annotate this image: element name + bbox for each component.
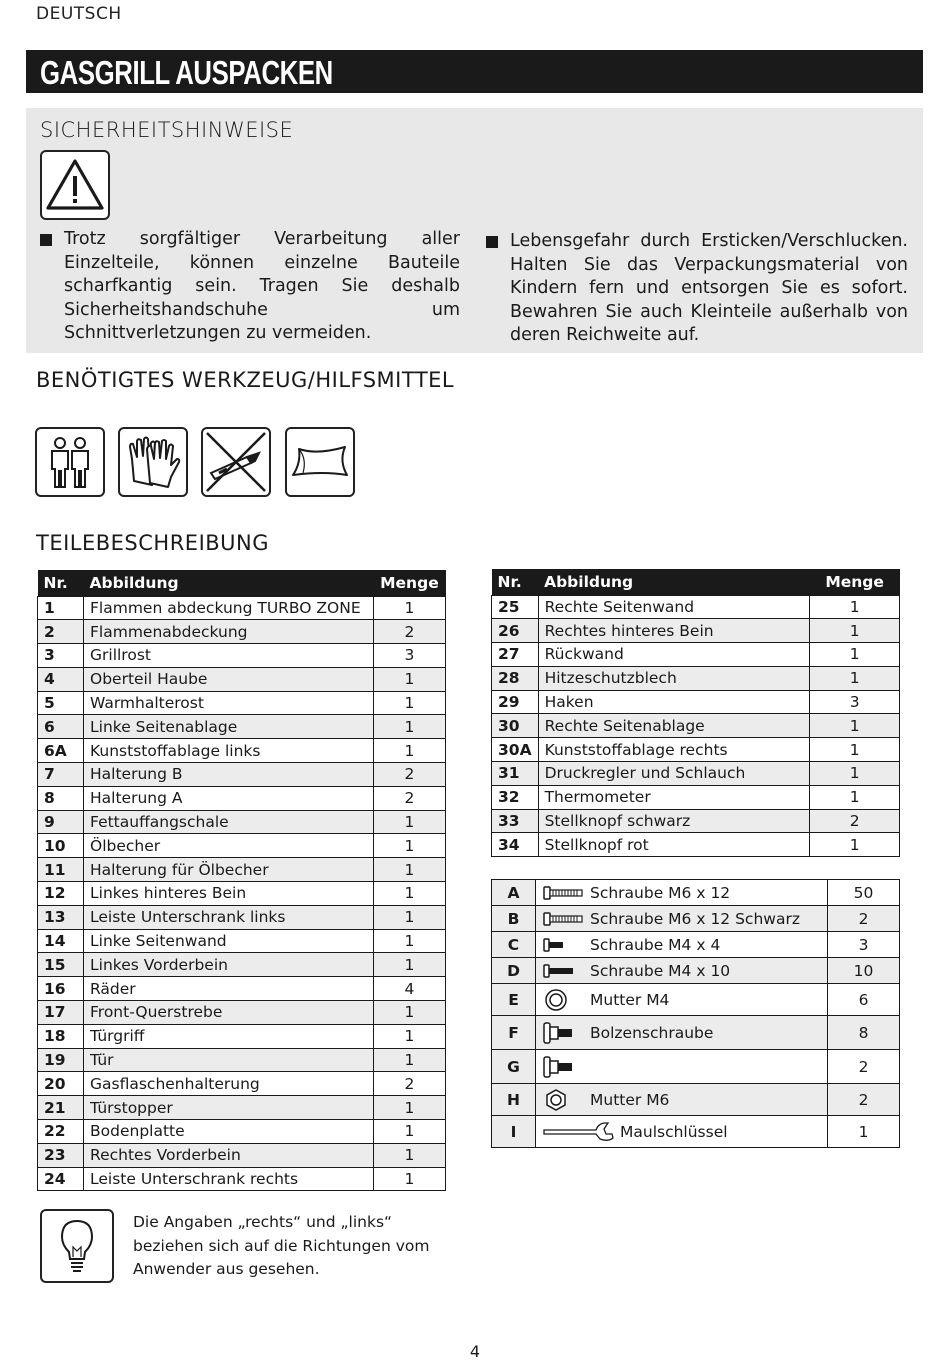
part-quantity: 1 [373,1024,445,1048]
hardware-quantity: 2 [828,1084,900,1116]
table-row [492,833,900,857]
part-name: Front-Querstrebe [84,1001,374,1025]
hardware-name: Schraube M4 x 4 [590,935,721,954]
part-number: 7 [38,763,84,787]
table-row [492,643,900,667]
part-number: 4 [38,667,84,691]
part-name: Rechtes Vorderbein [84,1143,374,1167]
table-row [492,958,900,984]
table-row [38,1167,446,1191]
part-name: Gasflaschenhalterung [84,1072,374,1096]
part-name: Stellknopf rot [538,833,810,857]
table-row [38,644,446,668]
part-quantity: 1 [810,643,900,667]
part-quantity: 2 [373,763,445,787]
hardware-key: F [492,1016,536,1050]
part-quantity: 1 [373,1120,445,1144]
long-screw-icon [542,882,586,904]
table-row [492,809,900,833]
part-name: Flammen abdeckung TURBO ZONE [84,596,374,620]
table-row [492,762,900,786]
part-name: Türgriff [84,1024,374,1048]
hardware-name: Schraube M6 x 12 [590,883,731,902]
washer-icon [542,989,586,1011]
part-name: Bodenplatte [84,1120,374,1144]
part-name: Rückwand [538,643,810,667]
parts-table-right [491,569,900,857]
part-name: Fettauffangschale [84,810,374,834]
bolt-icon [542,1022,586,1044]
part-number: 20 [38,1072,84,1096]
part-number: 6A [38,739,84,763]
table-row [38,810,446,834]
part-name: Linkes hinteres Bein [84,882,374,906]
part-name: Kunststoffablage rechts [538,738,810,762]
bolt-icon [542,1056,586,1078]
hardware-key: B [492,906,536,932]
table-row [492,1116,900,1148]
hardware-key: G [492,1050,536,1084]
hex-nut-icon [542,1089,586,1111]
table-row [492,1050,900,1084]
two-persons-icon [35,427,105,497]
table-row [38,620,446,644]
part-quantity: 1 [810,738,900,762]
hardware-description [536,1116,828,1148]
hardware-quantity: 8 [828,1016,900,1050]
part-name: Halterung B [84,763,374,787]
hardware-quantity: 3 [828,932,900,958]
column-header-nr: Nr. [38,570,84,596]
hardware-description [536,1016,828,1050]
part-number: 29 [492,690,539,714]
part-name: Flammenabdeckung [84,620,374,644]
table-row [38,667,446,691]
part-number: 11 [38,858,84,882]
part-name: Oberteil Haube [84,667,374,691]
parts-table-left [37,570,446,1191]
page-title: GASGRILL AUSPACKEN [40,54,333,91]
part-name: Halterung für Ölbecher [84,858,374,882]
table-row [38,1072,446,1096]
part-name: Rechtes hinteres Bein [538,619,810,643]
column-header-name: Abbildung [84,570,374,596]
table-row [38,905,446,929]
part-name: Halterung A [84,786,374,810]
language-label: DEUTSCH [36,4,122,24]
part-quantity: 1 [373,1096,445,1120]
hardware-name: Mutter M6 [590,1090,670,1109]
hardware-description [536,1084,828,1116]
table-row [492,932,900,958]
hardware-name: Schraube M4 x 10 [590,961,731,980]
part-number: 19 [38,1048,84,1072]
part-number: 18 [38,1024,84,1048]
table-row [492,1084,900,1116]
part-number: 22 [38,1120,84,1144]
part-quantity: 2 [373,786,445,810]
hardware-name: Mutter M4 [590,990,670,1009]
safety-section [26,108,923,353]
part-number: 9 [38,810,84,834]
part-number: 30 [492,714,539,738]
hardware-key: C [492,932,536,958]
part-quantity: 1 [373,858,445,882]
part-name: Leiste Unterschrank rechts [84,1167,374,1191]
table-row [38,977,446,1001]
table-row [492,906,900,932]
table-row [492,1016,900,1050]
part-number: 13 [38,905,84,929]
hardware-quantity: 6 [828,984,900,1016]
part-number: 3 [38,644,84,668]
part-name: Linke Seitenablage [84,715,374,739]
table-row [492,880,900,906]
part-name: Warmhalterost [84,691,374,715]
tip-text: Die Angaben „rechts“ und „links“ beziehen sich auf die Richtungen vom Anwender aus gesehen. [133,1213,430,1278]
table-row [38,763,446,787]
table-row [492,619,900,643]
column-header-qty: Menge [373,570,445,596]
hardware-key: A [492,880,536,906]
hardware-description [536,958,828,984]
part-number: 6 [38,715,84,739]
part-name: Leiste Unterschrank links [84,905,374,929]
part-quantity: 1 [373,953,445,977]
part-quantity: 3 [373,644,445,668]
column-header-nr: Nr. [492,569,539,595]
part-quantity: 1 [373,905,445,929]
table-row [38,1048,446,1072]
long-screw-icon [542,908,586,930]
table-row [38,834,446,858]
table-row [38,929,446,953]
hardware-key: D [492,958,536,984]
table-row [492,690,900,714]
safety-bullet: Lebensgefahr durch Ersticken/Verschlucken. Halten Sie das Verpackungsmaterial von Kindern fern und entsorgen Sie es sofort. Bewahren Sie auch Kleinteile außerhalb von deren Reichweite auf. [510,230,908,348]
short-screw-icon [542,934,586,956]
part-number: 15 [38,953,84,977]
part-number: 26 [492,619,539,643]
table-row [492,714,900,738]
hardware-quantity: 2 [828,1050,900,1084]
part-number: 32 [492,785,539,809]
screw-icon [542,960,586,982]
part-quantity: 1 [810,833,900,857]
table-row [492,785,900,809]
part-quantity: 1 [373,596,445,620]
table-row [38,1024,446,1048]
section-title-bar [26,50,923,93]
part-name: Ölbecher [84,834,374,858]
hardware-name: Bolzenschraube [590,1023,714,1042]
hardware-name: Schraube M6 x 12 Schwarz [590,909,800,928]
part-quantity: 1 [373,667,445,691]
part-quantity: 1 [373,834,445,858]
part-quantity: 1 [373,882,445,906]
table-row [492,595,900,619]
part-quantity: 1 [373,1167,445,1191]
column-header-name: Abbildung [538,569,810,595]
table-row [38,691,446,715]
table-row [38,715,446,739]
table-row [38,739,446,763]
part-name: Hitzeschutzblech [538,666,810,690]
safety-bullet: Trotz sorgfältiger Verarbeitung aller Einzelteile, können einzelne Bauteile scharfkantig sein. Tragen Sie deshalb Sicherheitshandschuhe um Schnittverletzungen zu vermeiden. [64,228,460,346]
table-row [38,858,446,882]
part-number: 23 [38,1143,84,1167]
part-name: Kunststoffablage links [84,739,374,763]
warning-triangle-icon [40,150,110,220]
safety-title: SICHERHEITSHINWEISE [40,118,294,142]
table-row [38,786,446,810]
part-quantity: 1 [373,1143,445,1167]
part-quantity: 2 [373,620,445,644]
part-quantity: 2 [373,1072,445,1096]
part-quantity: 1 [373,739,445,763]
part-name: Rechte Seitenwand [538,595,810,619]
part-quantity: 1 [810,714,900,738]
part-number: 27 [492,643,539,667]
part-number: 5 [38,691,84,715]
part-name: Grillrost [84,644,374,668]
table-row [38,1001,446,1025]
part-name: Druckregler und Schlauch [538,762,810,786]
part-quantity: 1 [810,666,900,690]
part-quantity: 1 [810,619,900,643]
part-number: 24 [38,1167,84,1191]
parts-title: TEILEBESCHREIBUNG [36,531,270,555]
part-name: Haken [538,690,810,714]
table-row [38,1120,446,1144]
part-quantity: 1 [373,929,445,953]
part-number: 10 [38,834,84,858]
part-number: 33 [492,809,539,833]
part-number: 25 [492,595,539,619]
hardware-quantity: 50 [828,880,900,906]
part-quantity: 1 [373,691,445,715]
part-name: Türstopper [84,1096,374,1120]
hardware-key: H [492,1084,536,1116]
hardware-quantity: 2 [828,906,900,932]
light-bulb-icon [40,1209,114,1283]
hardware-description [536,880,828,906]
hardware-name: Maulschlüssel [620,1122,728,1141]
table-row [38,596,446,620]
hardware-description [536,932,828,958]
part-number: 30A [492,738,539,762]
column-header-qty: Menge [810,569,900,595]
table-row [492,738,900,762]
hardware-description [536,1050,828,1084]
tools-title: BENÖTIGTES WERKZEUG/HILFSMITTEL [36,368,455,392]
hardware-key: E [492,984,536,1016]
part-number: 1 [38,596,84,620]
page-number: 4 [469,1342,481,1361]
part-name: Stellknopf schwarz [538,809,810,833]
hardware-key: I [492,1116,536,1148]
part-name: Räder [84,977,374,1001]
part-quantity: 1 [373,715,445,739]
part-quantity: 1 [373,810,445,834]
part-number: 8 [38,786,84,810]
part-quantity: 1 [373,1048,445,1072]
part-quantity: 1 [810,785,900,809]
part-number: 28 [492,666,539,690]
part-name: Rechte Seitenablage [538,714,810,738]
part-number: 31 [492,762,539,786]
part-quantity: 1 [810,762,900,786]
part-number: 14 [38,929,84,953]
gloves-icon [118,427,188,497]
part-number: 17 [38,1001,84,1025]
part-number: 12 [38,882,84,906]
part-quantity: 1 [373,1001,445,1025]
table-row [38,882,446,906]
part-number: 2 [38,620,84,644]
part-quantity: 3 [810,690,900,714]
wrench-icon [542,1120,616,1144]
part-quantity: 4 [373,977,445,1001]
part-name: Linkes Vorderbein [84,953,374,977]
table-row [38,1143,446,1167]
part-number: 34 [492,833,539,857]
part-number: 16 [38,977,84,1001]
hardware-quantity: 1 [828,1116,900,1148]
table-row [38,1096,446,1120]
hardware-description [536,906,828,932]
part-name: Linke Seitenwand [84,929,374,953]
hardware-description [536,984,828,1016]
part-quantity: 1 [810,595,900,619]
cloth-icon [285,427,355,497]
hardware-table [491,879,900,1148]
table-row [492,984,900,1016]
hardware-quantity: 10 [828,958,900,984]
part-number: 21 [38,1096,84,1120]
part-name: Tür [84,1048,374,1072]
part-quantity: 2 [810,809,900,833]
no-cutter-knife-icon [201,427,271,497]
table-row [38,953,446,977]
table-row [492,666,900,690]
part-name: Thermometer [538,785,810,809]
